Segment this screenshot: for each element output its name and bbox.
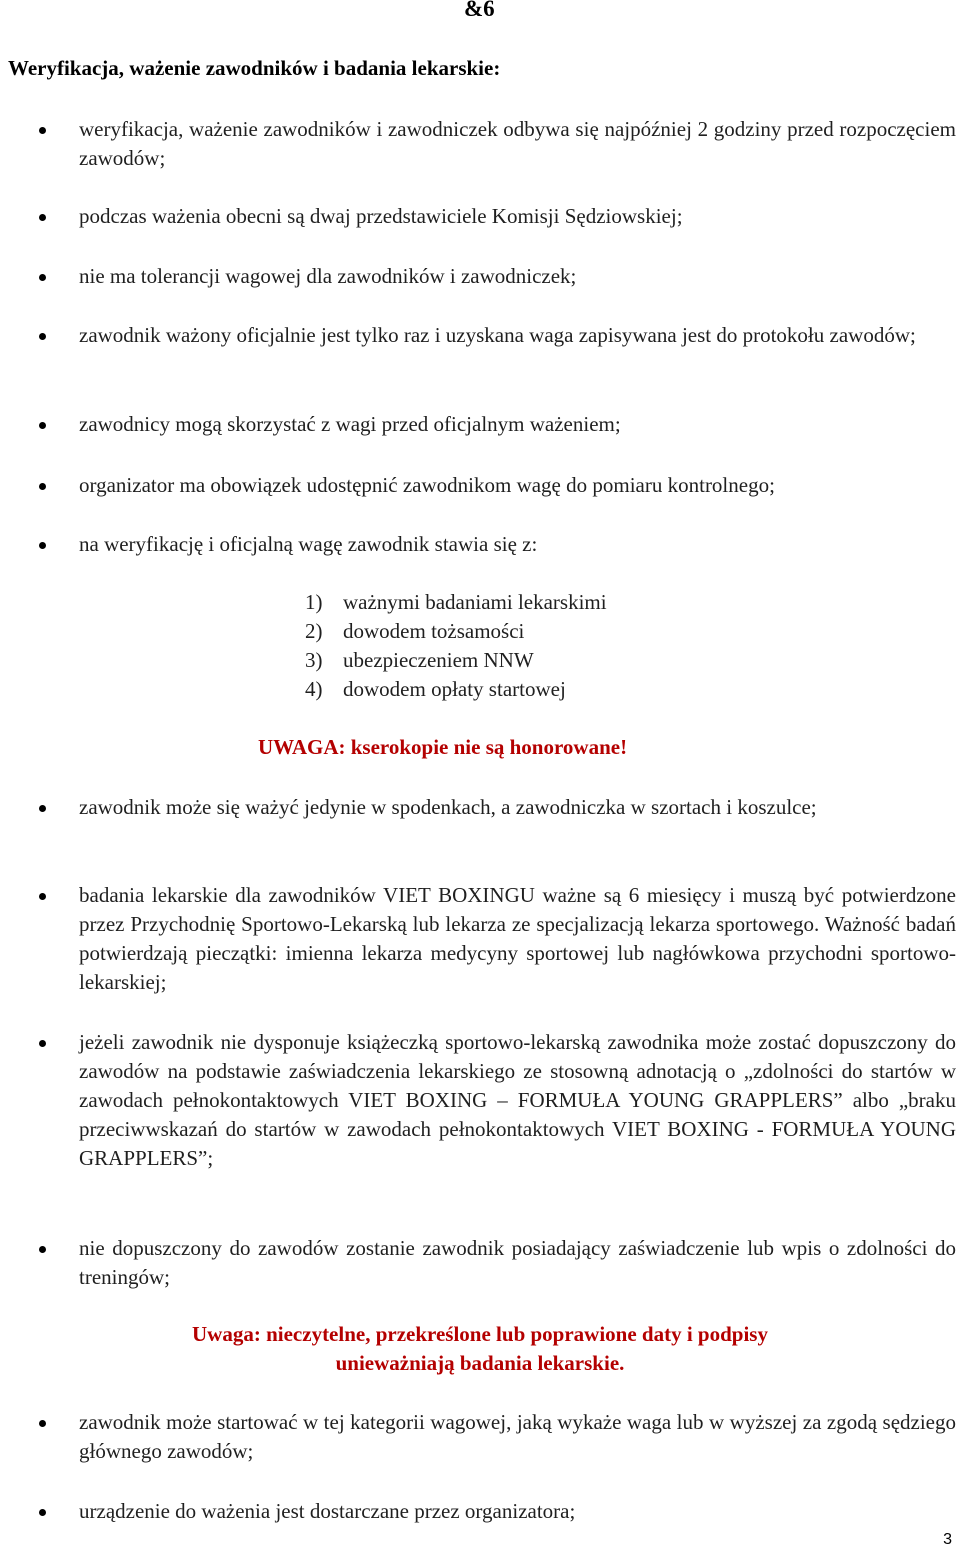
- bullet-scale-provided: urządzenie do ważenia jest dostarczane przez organizatora;: [79, 1497, 956, 1526]
- section-title: Weryfikacja, ważenie zawodników i badania lekarskie:: [8, 56, 501, 80]
- list-item: 2) dowodem tożsamości: [305, 619, 525, 643]
- bullet-pre-weighing-scale: zawodnicy mogą skorzystać z wagi przed oficjalnym ważeniem;: [79, 410, 956, 439]
- warning-invalid-dates-line-2: unieważniają badania lekarskie.: [335, 1351, 625, 1375]
- bullet-organizer-control-scale: organizator ma obowiązek udostępnić zawodnikom wagę do pomiaru kontrolnego;: [79, 471, 956, 500]
- required-documents-list: [305, 588, 607, 704]
- section-number: &6: [464, 0, 495, 21]
- bullet-medical-certificate: jeżeli zawodnik nie dysponuje książeczką sportowo-lekarską zawodnika może zostać dopuszczony do zawodów na podstawie zaświadczenia lekarskiego ze stosowną adnotacją o „zdolności do startów w zawodach pełnokontaktowych VIET BOXING – FORMUŁA YOUNG GRAPPLERS” albo „braku przeciwwskazań do startów w zawodach pełnokontaktowych VIET BOXING - FORMUŁA YOUNG GRAPPLERS”;: [79, 1028, 956, 1173]
- bullet-weighing-attire: zawodnik może się ważyć jedynie w spodenkach, a zawodniczka w szortach i koszulce;: [79, 793, 956, 822]
- page-number: 3: [943, 1531, 952, 1548]
- bullet-medical-exam-validity: badania lekarskie dla zawodników VIET BOXINGU ważne są 6 miesięcy i muszą być potwierdzone przez Przychodnię Sportowo-Lekarską lub lekarza ze specjalizacją lekarza sportowego. Ważność badań potwierdzają pieczątki: imienna lekarza medycyny sportowej lub nagłówkowa przychodni sportowo-lekarskiej;: [79, 881, 956, 997]
- bullet-no-weight-tolerance: nie ma tolerancji wagowej dla zawodników i zawodniczek;: [79, 262, 956, 291]
- list-item: 1) ważnymi badaniami lekarskimi: [305, 590, 607, 614]
- warning-invalid-dates-line-1: Uwaga: nieczytelne, przekreślone lub poprawione daty i podpisy: [192, 1322, 768, 1346]
- warning-invalid-dates: [90, 1320, 870, 1378]
- warning-copies-not-accepted: UWAGA: kserokopie nie są honorowane!: [258, 735, 628, 759]
- bullet-referee-commission: podczas ważenia obecni są dwaj przedstawiciele Komisji Sędziowskiej;: [79, 202, 956, 231]
- bullet-training-certificate-rejected: nie dopuszczony do zawodów zostanie zawodnik posiadający zaświadczenie lub wpis o zdolności do treningów;: [79, 1234, 956, 1292]
- list-item: 4) dowodem opłaty startowej: [305, 677, 566, 701]
- bullet-weighing-time: weryfikacja, ważenie zawodników i zawodniczek odbywa się najpóźniej 2 godziny przed rozpoczęciem zawodów;: [79, 115, 956, 173]
- bullet-weight-category: zawodnik może startować w tej kategorii wagowej, jaką wykaże waga lub w wyższej za zgodą sędziego głównego zawodów;: [79, 1408, 956, 1466]
- list-item: 3) ubezpieczeniem NNW: [305, 648, 534, 672]
- bullet-verification-requirements: na weryfikację i oficjalną wagę zawodnik stawia się z:: [79, 530, 956, 559]
- bullet-weighed-once: zawodnik ważony oficjalnie jest tylko raz i uzyskana waga zapisywana jest do protokołu zawodów;: [79, 321, 956, 350]
